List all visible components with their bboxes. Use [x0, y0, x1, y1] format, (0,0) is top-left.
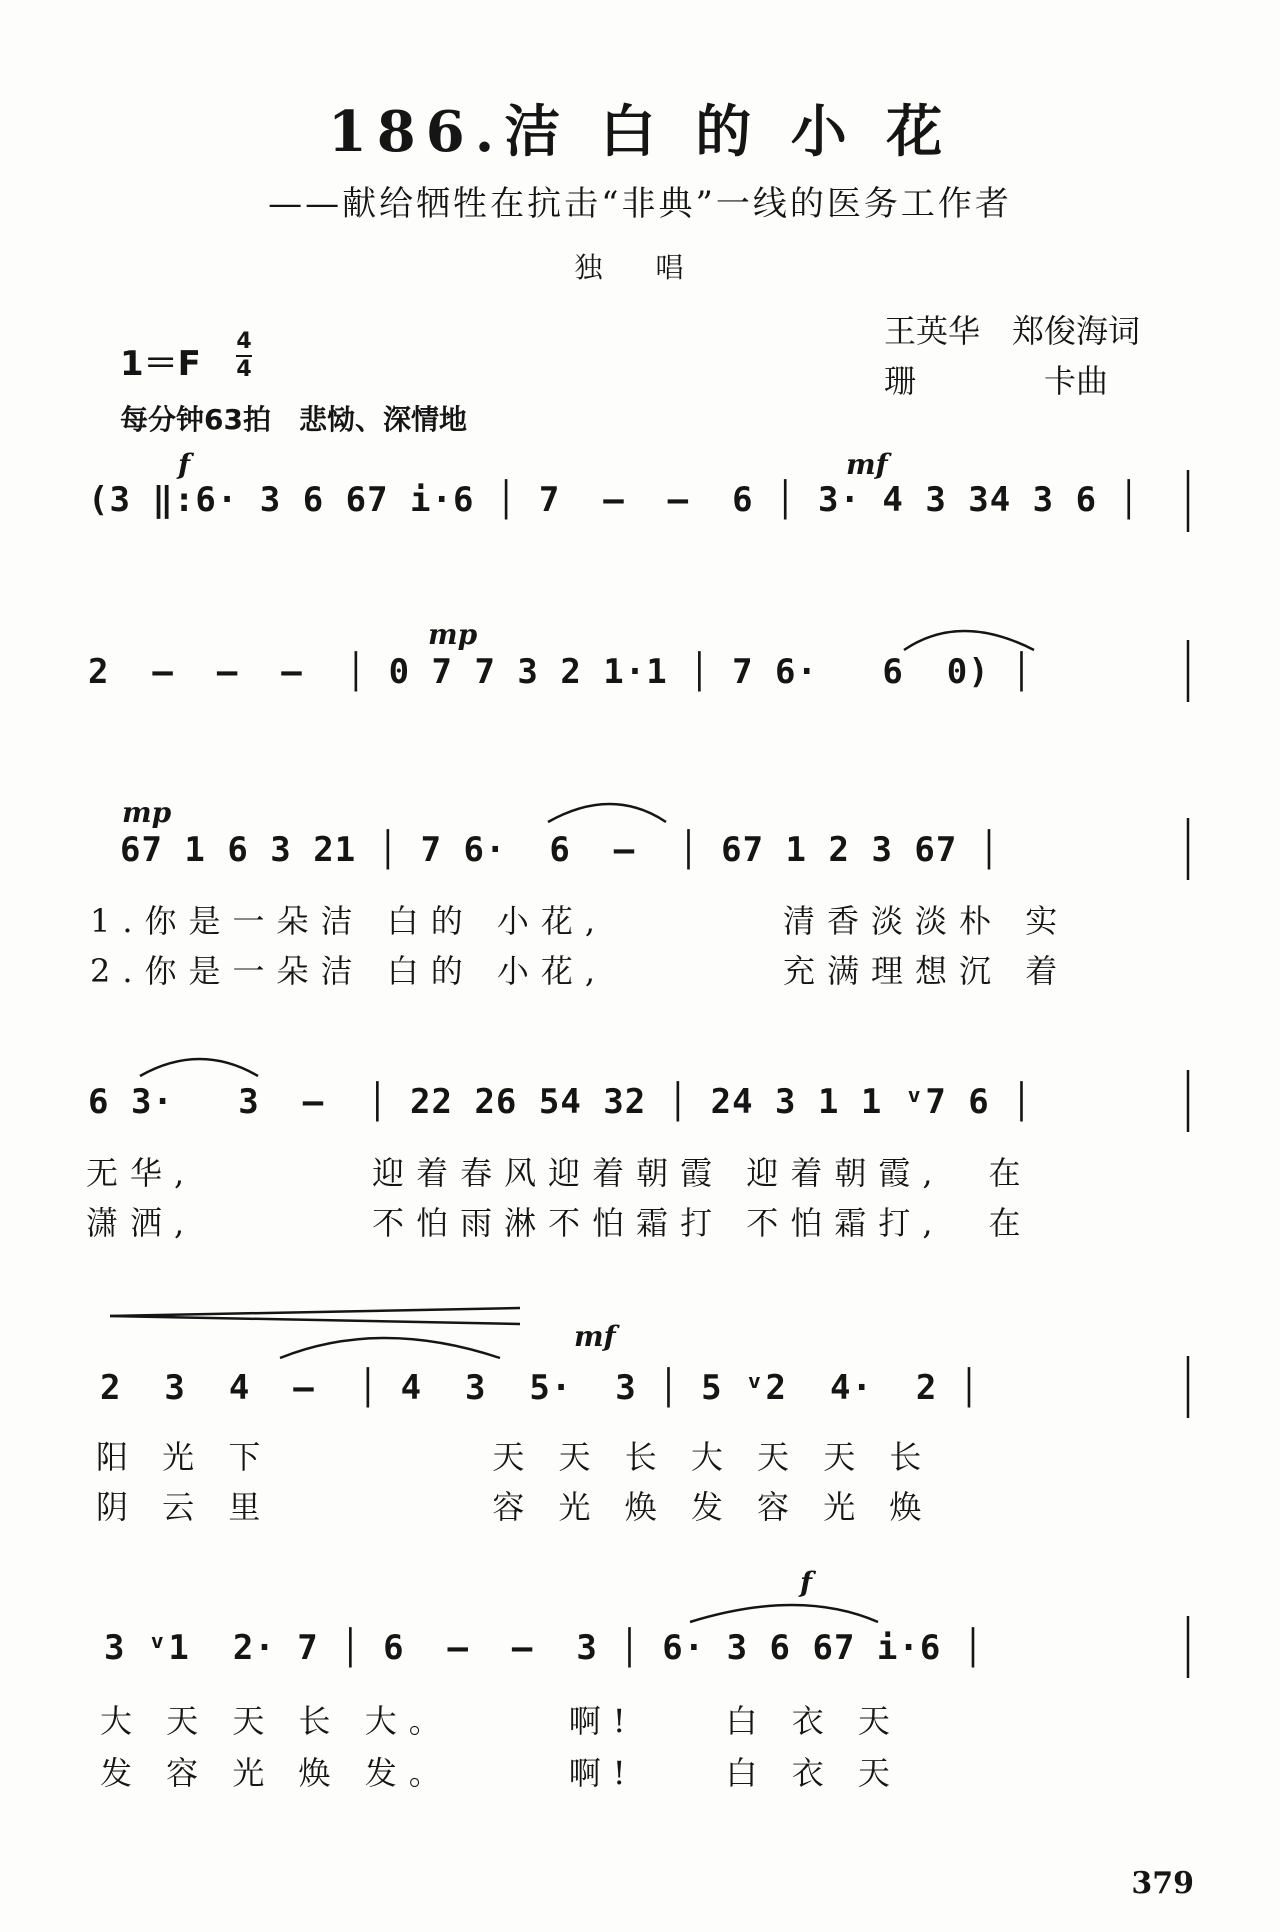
dynamic-mark: mf	[846, 448, 888, 481]
lyrics-verse-2: 阴 云 里 容 光 焕 发 容 光 焕	[96, 1488, 934, 1526]
dynamic-mark: mp	[428, 618, 478, 651]
slur	[280, 1338, 500, 1358]
song-subtitle: ——献给牺牲在抗击“非典”一线的医务工作者	[268, 184, 1012, 224]
notation-line: 3 ᵛ1 2· 7 │ 6 – – 3 │ 6· 3 6 67 i·6 │	[104, 1628, 985, 1668]
dynamic-mark: mp	[122, 796, 172, 829]
dynamic-mark: mf	[574, 1320, 616, 1353]
dynamic-mark: f	[178, 448, 191, 481]
song-title: 186.洁 白 的 小 花	[327, 99, 953, 165]
lyrics-verse-2: 发 容 光 焕 发。 啊! 白 衣 天	[100, 1754, 902, 1792]
notation-line: (3 ‖:6· 3 6 67 i·6 │ 7 – – 6 │ 3· 4 3 34 3 6 │	[88, 480, 1141, 520]
key-signature: 1＝F	[120, 344, 201, 384]
notation-line: 67 1 6 3 21 │ 7 6· 6 – │ 67 1 2 3 67 │	[120, 830, 1001, 870]
tempo-marking: 每分钟63拍 悲恸、深情地	[120, 403, 467, 436]
slur	[140, 1059, 258, 1076]
hairpin	[110, 1316, 520, 1324]
lyrics-verse-2: 潇洒, 不怕雨淋不怕霜打 不怕霜打, 在	[86, 1204, 1033, 1242]
time-signature-bottom: 4	[236, 357, 252, 382]
lyrics-verse-1: 1.你是一朵洁 白的 小花, 清香淡淡朴 实	[90, 902, 1070, 940]
page-number: 379	[1131, 1866, 1194, 1901]
lyrics-verse-1: 阳 光 下 天 天 长 大 天 天 长	[96, 1438, 934, 1476]
lyricist-credit: 王英华 郑俊海词	[884, 312, 1141, 350]
lyrics-verse-2: 2.你是一朵洁 白的 小花, 充满理想沉 着	[90, 952, 1070, 990]
hairpin	[110, 1308, 520, 1316]
notation-line: 2 3 4 – │ 4 3 5· 3 │ 5 ᵛ2 4· 2 │	[100, 1368, 981, 1408]
composer-credit: 珊 卡曲	[884, 362, 1109, 400]
slur	[690, 1605, 878, 1622]
slur	[904, 631, 1034, 650]
lyrics-verse-1: 大 天 天 长 大。 啊! 白 衣 天	[100, 1702, 902, 1740]
notation-line: 2 – – – │ 0 7 7 3 2 1·1 │ 7 6· 6 0) │	[88, 652, 1033, 692]
time-signature-top: 4	[236, 329, 252, 354]
lyrics-verse-1: 无华, 迎着春风迎着朝霞 迎着朝霞, 在	[86, 1154, 1033, 1192]
slur	[548, 804, 666, 822]
dynamic-mark: f	[800, 1566, 813, 1599]
notation-line: 6 3· 3 – │ 22 26 54 32 │ 24 3 1 1 ᵛ7 6 │	[88, 1082, 1033, 1122]
voice-type: 独 唱	[574, 251, 706, 284]
